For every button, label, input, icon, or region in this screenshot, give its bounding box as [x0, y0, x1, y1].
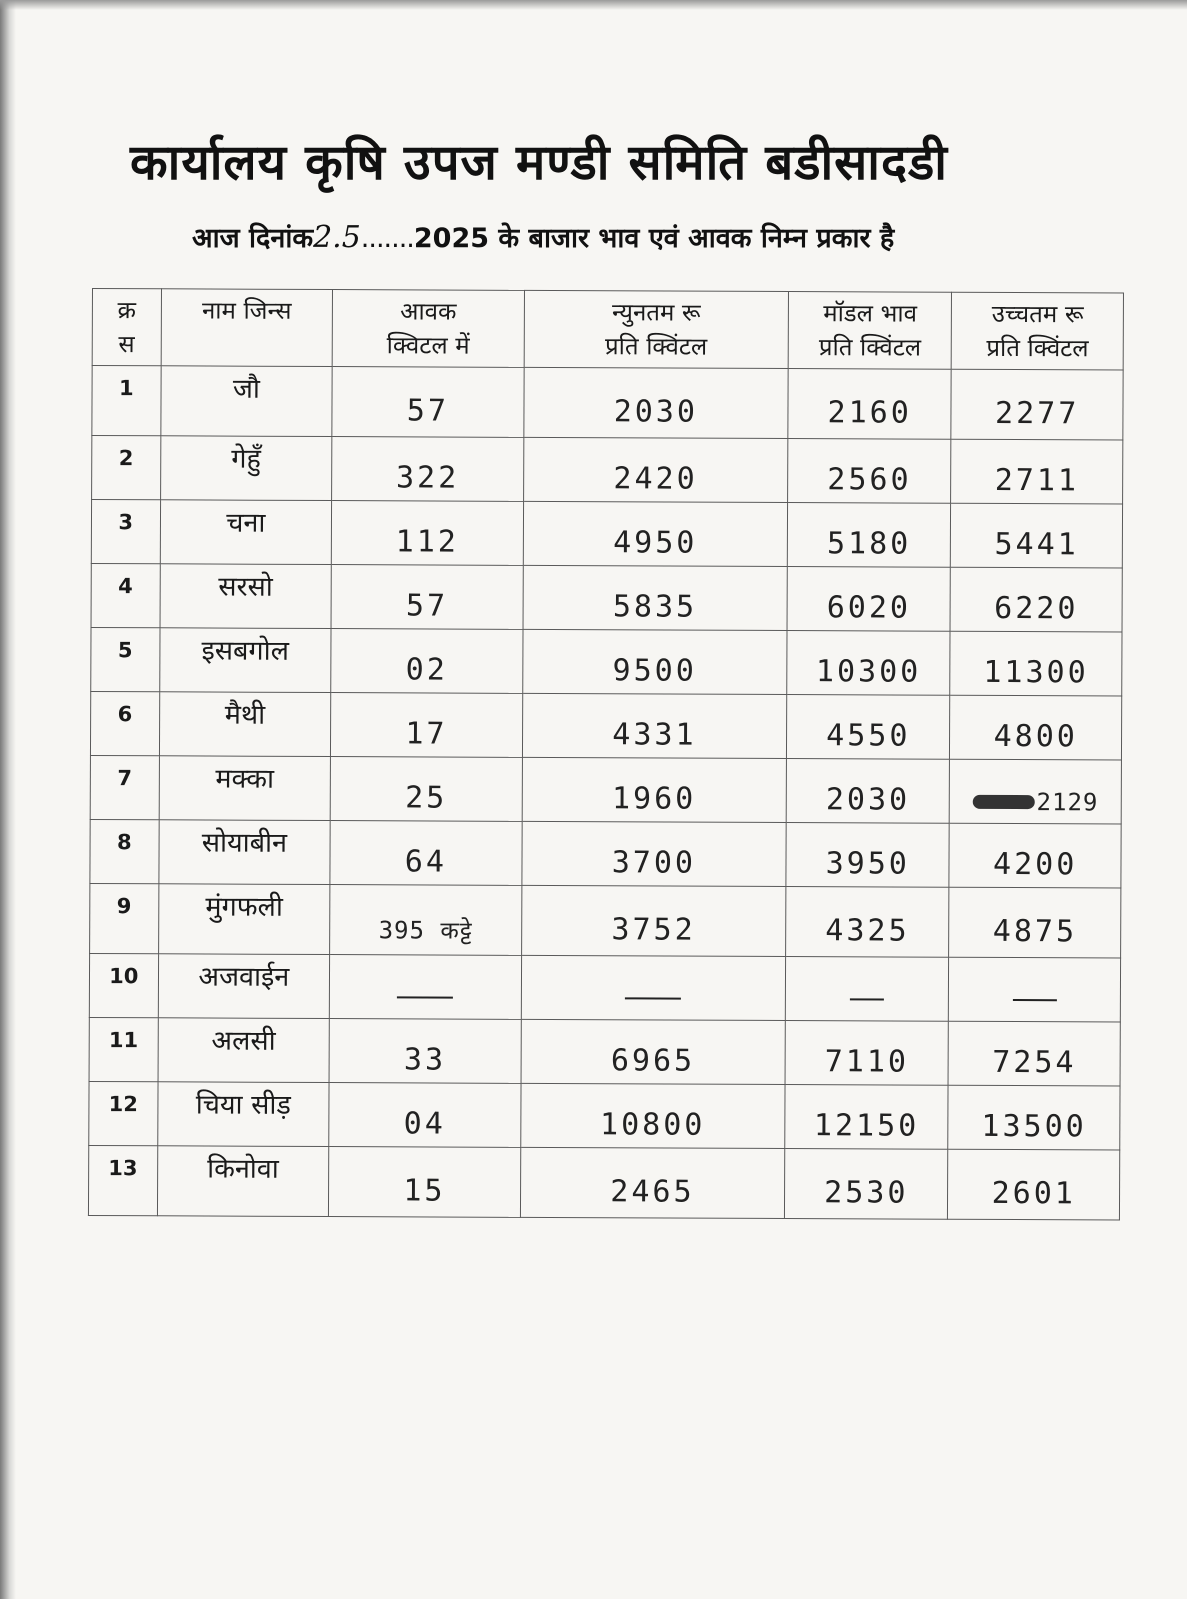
row-modal-price: 5180 [787, 503, 951, 568]
row-arrival: 57 [331, 565, 523, 630]
row-commodity: चिया सीड़ [157, 1082, 329, 1147]
row-min-price: 2030 [524, 367, 789, 438]
row-commodity: अलसी [158, 1018, 330, 1083]
header-modal-price [788, 292, 952, 370]
row-modal-price: 2530 [784, 1149, 948, 1220]
table-header-row [92, 289, 1123, 370]
row-arrival: 15 [329, 1147, 521, 1218]
row-max-price: 4875 [949, 887, 1121, 958]
row-max-price: 6220 [950, 567, 1122, 632]
row-modal-price: 4550 [787, 695, 951, 760]
row-arrival: 395 कट्टे [378, 916, 473, 945]
handwritten-date: 2.5 [313, 220, 361, 255]
row-arrival-empty [329, 955, 521, 1020]
row-max-price: 2711 [951, 439, 1123, 504]
row-max-price: 11300 [950, 631, 1122, 696]
header-modal-line2: प्रति क्विंटल [818, 333, 922, 362]
row-min-price: 9500 [522, 629, 787, 694]
header-max-price [952, 292, 1124, 370]
row-commodity: चना [160, 500, 332, 565]
row-sn: 8 [90, 819, 159, 883]
date-dots: ....... [360, 223, 414, 254]
row-max-price: 2129 [1036, 788, 1099, 817]
row-arrival: 112 [331, 501, 523, 566]
row-min-price: 3752 [521, 885, 786, 956]
header-commodity-line1: नाम जिन्स [201, 296, 292, 325]
table-row [89, 1017, 1120, 1085]
header-arrival-line2: क्विटल में [386, 331, 470, 360]
row-sn: 10 [89, 953, 158, 1017]
row-sn: 9 [90, 883, 159, 953]
header-sn [92, 289, 161, 366]
row-arrival: 33 [329, 1019, 521, 1084]
header-sn-line2: स [118, 330, 135, 359]
row-modal-price: 10300 [787, 631, 951, 696]
document-subtitle [192, 218, 1052, 255]
row-arrival: 17 [331, 693, 523, 758]
row-commodity: किनोवा [157, 1146, 329, 1217]
header-commodity [161, 289, 333, 367]
table-row [89, 953, 1120, 1021]
row-max-price: 4800 [950, 695, 1122, 760]
row-max-price: 2601 [948, 1149, 1120, 1220]
row-commodity: सोयाबीन [158, 820, 330, 885]
row-min-price: 1960 [522, 757, 787, 822]
table-row [89, 1081, 1120, 1149]
row-min-price: 2465 [520, 1147, 785, 1218]
row-arrival: 64 [330, 821, 522, 886]
header-min-line2: प्रति क्विंटल [604, 332, 708, 361]
table-row [90, 755, 1121, 823]
row-sn: 3 [91, 500, 160, 564]
row-arrival: 57 [332, 367, 524, 438]
table-row [91, 627, 1122, 695]
row-max-price: 2277 [951, 369, 1123, 440]
row-arrival-cell [330, 885, 522, 956]
row-commodity: इसबगोल [159, 628, 331, 693]
table-row [88, 1145, 1119, 1219]
dash-mark [625, 997, 681, 999]
row-modal-price: 7110 [785, 1021, 949, 1086]
row-min-price: 3700 [522, 821, 787, 886]
dash-mark [397, 996, 453, 998]
row-modal-price: 4325 [786, 887, 950, 958]
document-title: कार्यालय कृषि उपज मण्डी समिति बडीसादडी [130, 134, 948, 191]
row-commodity: गेहुँ [160, 436, 332, 501]
row-arrival: 322 [332, 437, 524, 502]
row-sn: 2 [92, 436, 161, 500]
row-max-price: 7254 [948, 1021, 1120, 1086]
row-sn: 13 [88, 1145, 157, 1215]
row-min-price: 4331 [522, 693, 787, 758]
row-modal-price: 2560 [788, 439, 952, 504]
subtitle-suffix: 2025 के बाजार भाव एवं आवक निम्न प्रकार है [413, 223, 895, 254]
scribbled-out-mark [973, 794, 1035, 808]
table-row [90, 691, 1121, 759]
row-sn: 6 [90, 691, 159, 755]
table-row [92, 436, 1123, 504]
scan-edge-shadow [0, 0, 16, 1599]
row-modal-price: 3950 [786, 823, 950, 888]
row-max-price: 5441 [951, 503, 1123, 568]
row-modal-price: 2030 [786, 759, 950, 824]
row-modal-price: 6020 [787, 567, 951, 632]
table-row [92, 366, 1123, 440]
row-sn: 7 [90, 755, 159, 819]
row-commodity: जौ [160, 366, 332, 437]
header-max-line1: उच्चतम रू [991, 299, 1084, 329]
row-max-price-cell [950, 759, 1122, 824]
table-row [90, 819, 1121, 887]
row-modal-price-empty [785, 957, 949, 1022]
row-max-price-empty [949, 957, 1121, 1022]
dash-mark [850, 998, 884, 1000]
row-max-price: 13500 [948, 1085, 1120, 1150]
row-min-price: 2420 [523, 437, 788, 502]
row-sn: 4 [91, 563, 160, 627]
row-sn: 12 [89, 1081, 158, 1145]
row-min-price: 10800 [521, 1083, 786, 1148]
row-sn: 5 [91, 627, 160, 691]
row-arrival: 25 [330, 757, 522, 822]
row-commodity: मुंगफली [158, 884, 330, 955]
row-commodity: अजवाईन [158, 954, 330, 1019]
header-arrival [332, 290, 524, 368]
row-max-price: 4200 [949, 823, 1121, 888]
row-min-price: 4950 [523, 501, 788, 566]
row-min-price: 5835 [523, 565, 788, 630]
row-min-price-empty [521, 955, 786, 1020]
header-min-price [524, 290, 789, 368]
row-commodity: मैथी [159, 692, 331, 757]
row-commodity: सरसो [160, 564, 332, 629]
table-row [91, 563, 1122, 631]
row-arrival: 02 [331, 629, 523, 694]
table-row [91, 500, 1122, 568]
market-rates-table [88, 288, 1124, 1220]
row-sn: 11 [89, 1017, 158, 1081]
row-modal-price: 12150 [785, 1085, 949, 1150]
row-modal-price: 2160 [788, 369, 952, 440]
row-commodity: मक्का [159, 756, 331, 821]
header-arrival-line1: आवक [400, 297, 457, 326]
header-max-line2: प्रति क्विंटल [986, 333, 1089, 363]
header-modal-line1: मॉडल भाव [823, 299, 918, 328]
header-min-line1: न्युनतम रू [611, 298, 701, 327]
subtitle-prefix: आज दिनांक [192, 223, 314, 254]
table-row [90, 883, 1121, 957]
row-min-price: 6965 [521, 1019, 786, 1084]
row-sn: 1 [92, 366, 161, 436]
row-arrival: 04 [329, 1083, 521, 1148]
dash-mark [1013, 999, 1057, 1001]
scan-top-shadow [0, 0, 1187, 10]
header-sn-line1: क्र [117, 296, 136, 325]
